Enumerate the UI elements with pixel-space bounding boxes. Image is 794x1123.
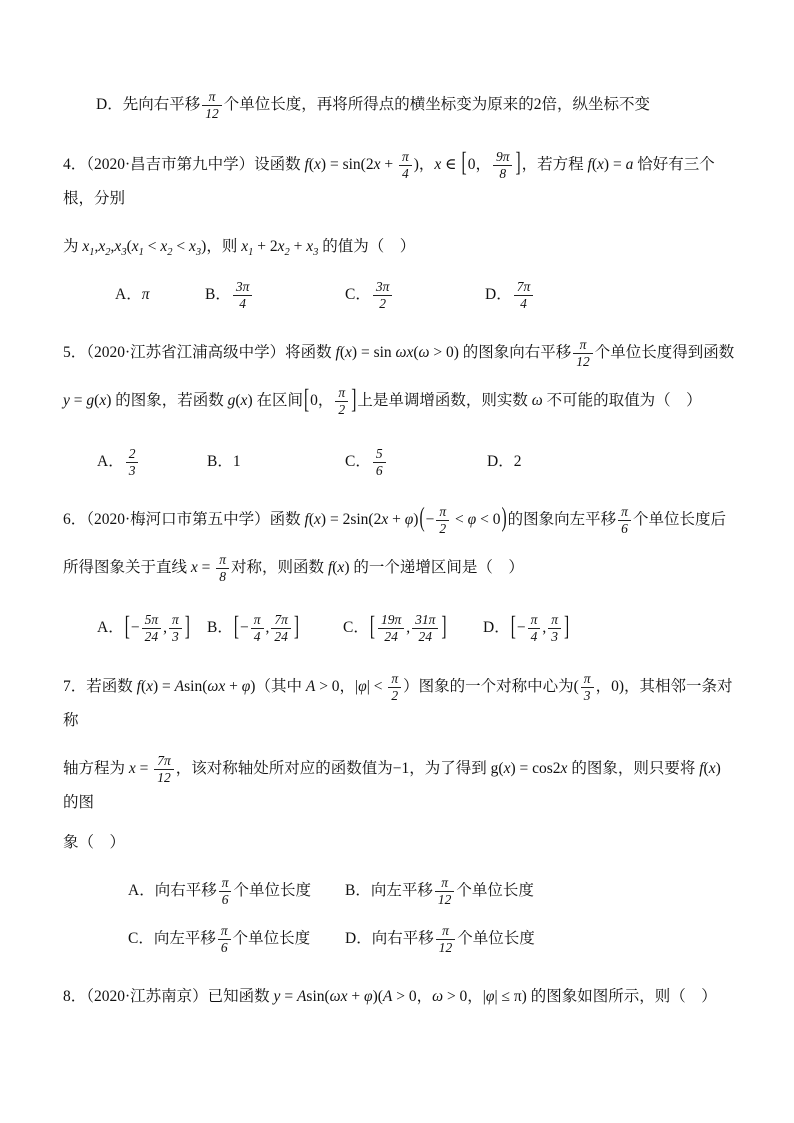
- q6-option-b: B．[− $\frac{\pi}{4}$ , $\frac{7\pi}{24}$ ]: [207, 612, 300, 645]
- question-7-line-3: 象（ ）: [63, 833, 126, 851]
- q6-option-d: D．[− $\frac{\pi}{4}$ , $\frac{\pi}{3}$ ]: [483, 612, 570, 645]
- prev-question-option-d: D．先向右平移 $\frac{\pi}{12}$ 个单位长度，再将所得点的横坐标变为原来的2倍，纵坐标不变: [96, 88, 650, 121]
- question-4-line-2: 为 $x_1,x_2,x_3(x_1 < x_2 < x_3)$，则 $x_1 + 2x_2 + x_3$ 的值为（ ）: [63, 238, 416, 259]
- q4-option-d: D． $\frac{7\pi}{4}$: [485, 278, 535, 312]
- q7-option-d: D．向右平移 $\frac{\pi}{12}$ 个单位长度: [345, 922, 535, 955]
- question-7-options-row-2: [63, 922, 738, 956]
- question-7-options-row-1: [63, 874, 738, 908]
- q7-option-c: C．向左平移 $\frac{\pi}{6}$ 个单位长度: [128, 922, 311, 955]
- q4-option-a: A．π: [115, 286, 150, 304]
- question-4: [63, 148, 738, 312]
- q6-option-c: C．[ $\frac{19\pi}{24}$ , $\frac{31\pi}{24}$ ]: [343, 612, 447, 645]
- question-5: [63, 336, 738, 478]
- question-8-line-1: 8．（2020·江苏南京）已知函数 y = Asin(ωx + φ)(A > 0，ω > 0，|φ| ≤ π) 的图象如图所示，则（ ）: [63, 987, 717, 1005]
- q6-option-a: A．[− $\frac{5\pi}{24}$ , $\frac{\pi}{3}$ ]: [97, 612, 190, 645]
- question-6-options: [63, 611, 738, 645]
- q7-option-b: B．向左平移 $\frac{\pi}{12}$ 个单位长度: [345, 874, 534, 907]
- question-7-line-2: 轴方程为 x = $\frac{7\pi}{12}$ ，该对称轴处所对应的函数值为−1，为了得到 g(x) = cos2x 的图象，则只要将 f(x) 的图: [63, 752, 721, 811]
- question-6-line-2: 所得图象关于直线 x = $\frac{\pi}{8}$ 对称，则函数 f(x) 的一个递增区间是（ ）: [63, 552, 524, 585]
- question-5-line-1: 5．（2020·江苏省江浦高级中学）将函数 f(x) = sin ωx(ω > 0) 的图象向右平移 $\frac{\pi}{12}$ 个单位长度得到函数: [63, 337, 735, 370]
- question-6-line-1: 6．（2020·梅河口市第五中学）函数 f(x) = 2sin(2x + φ)(− $\frac{\pi}{2}$ < φ < 0)的图象向左平移 $\frac{\pi}{6}$ 个单位长度后: [63, 503, 726, 536]
- question-5-options: [63, 445, 738, 479]
- q5-option-b: B．1: [207, 452, 241, 470]
- q5-option-c: C． $\frac{5}{6}$: [345, 445, 487, 479]
- question-8: [63, 980, 738, 1014]
- q5-option-d: D．2: [487, 452, 522, 470]
- question-6: [63, 503, 738, 646]
- question-7-line-1: 7．若函数 f(x) = Asin(ωx + φ)（其中 A > 0，|φ| < $\frac{\pi}{2}$ ）图象的一个对称中心为( $\frac{\pi}{3}$ ，0)，其相邻一条对称: [63, 670, 733, 729]
- question-5-line-2: y = g(x) 的图象，若函数 g(x) 在区间[0， $\frac{\pi}{2}$ ]上是单调增函数，则实数 ω 不可能的取值为（ ）: [63, 385, 702, 418]
- question-7: [63, 670, 738, 956]
- q4-option-b: B． $\frac{3\pi}{4}$: [205, 278, 345, 312]
- q7-option-a: A．向右平移 $\frac{\pi}{6}$ 个单位长度: [128, 874, 311, 907]
- question-4-line-1: 4．（2020·昌吉市第九中学）设函数 f(x) = sin(2x + $\frac{\pi}{4}$ )，x ∈ [0， $\frac{9\pi}{8}$ ]，若方程 f(x) = a 恰好有三个根，分别: [63, 148, 715, 208]
- q5-option-a: A． $\frac{2}{3}$: [97, 445, 207, 479]
- question-4-options: [63, 278, 738, 312]
- q4-option-c: C． $\frac{3\pi}{2}$: [345, 278, 485, 312]
